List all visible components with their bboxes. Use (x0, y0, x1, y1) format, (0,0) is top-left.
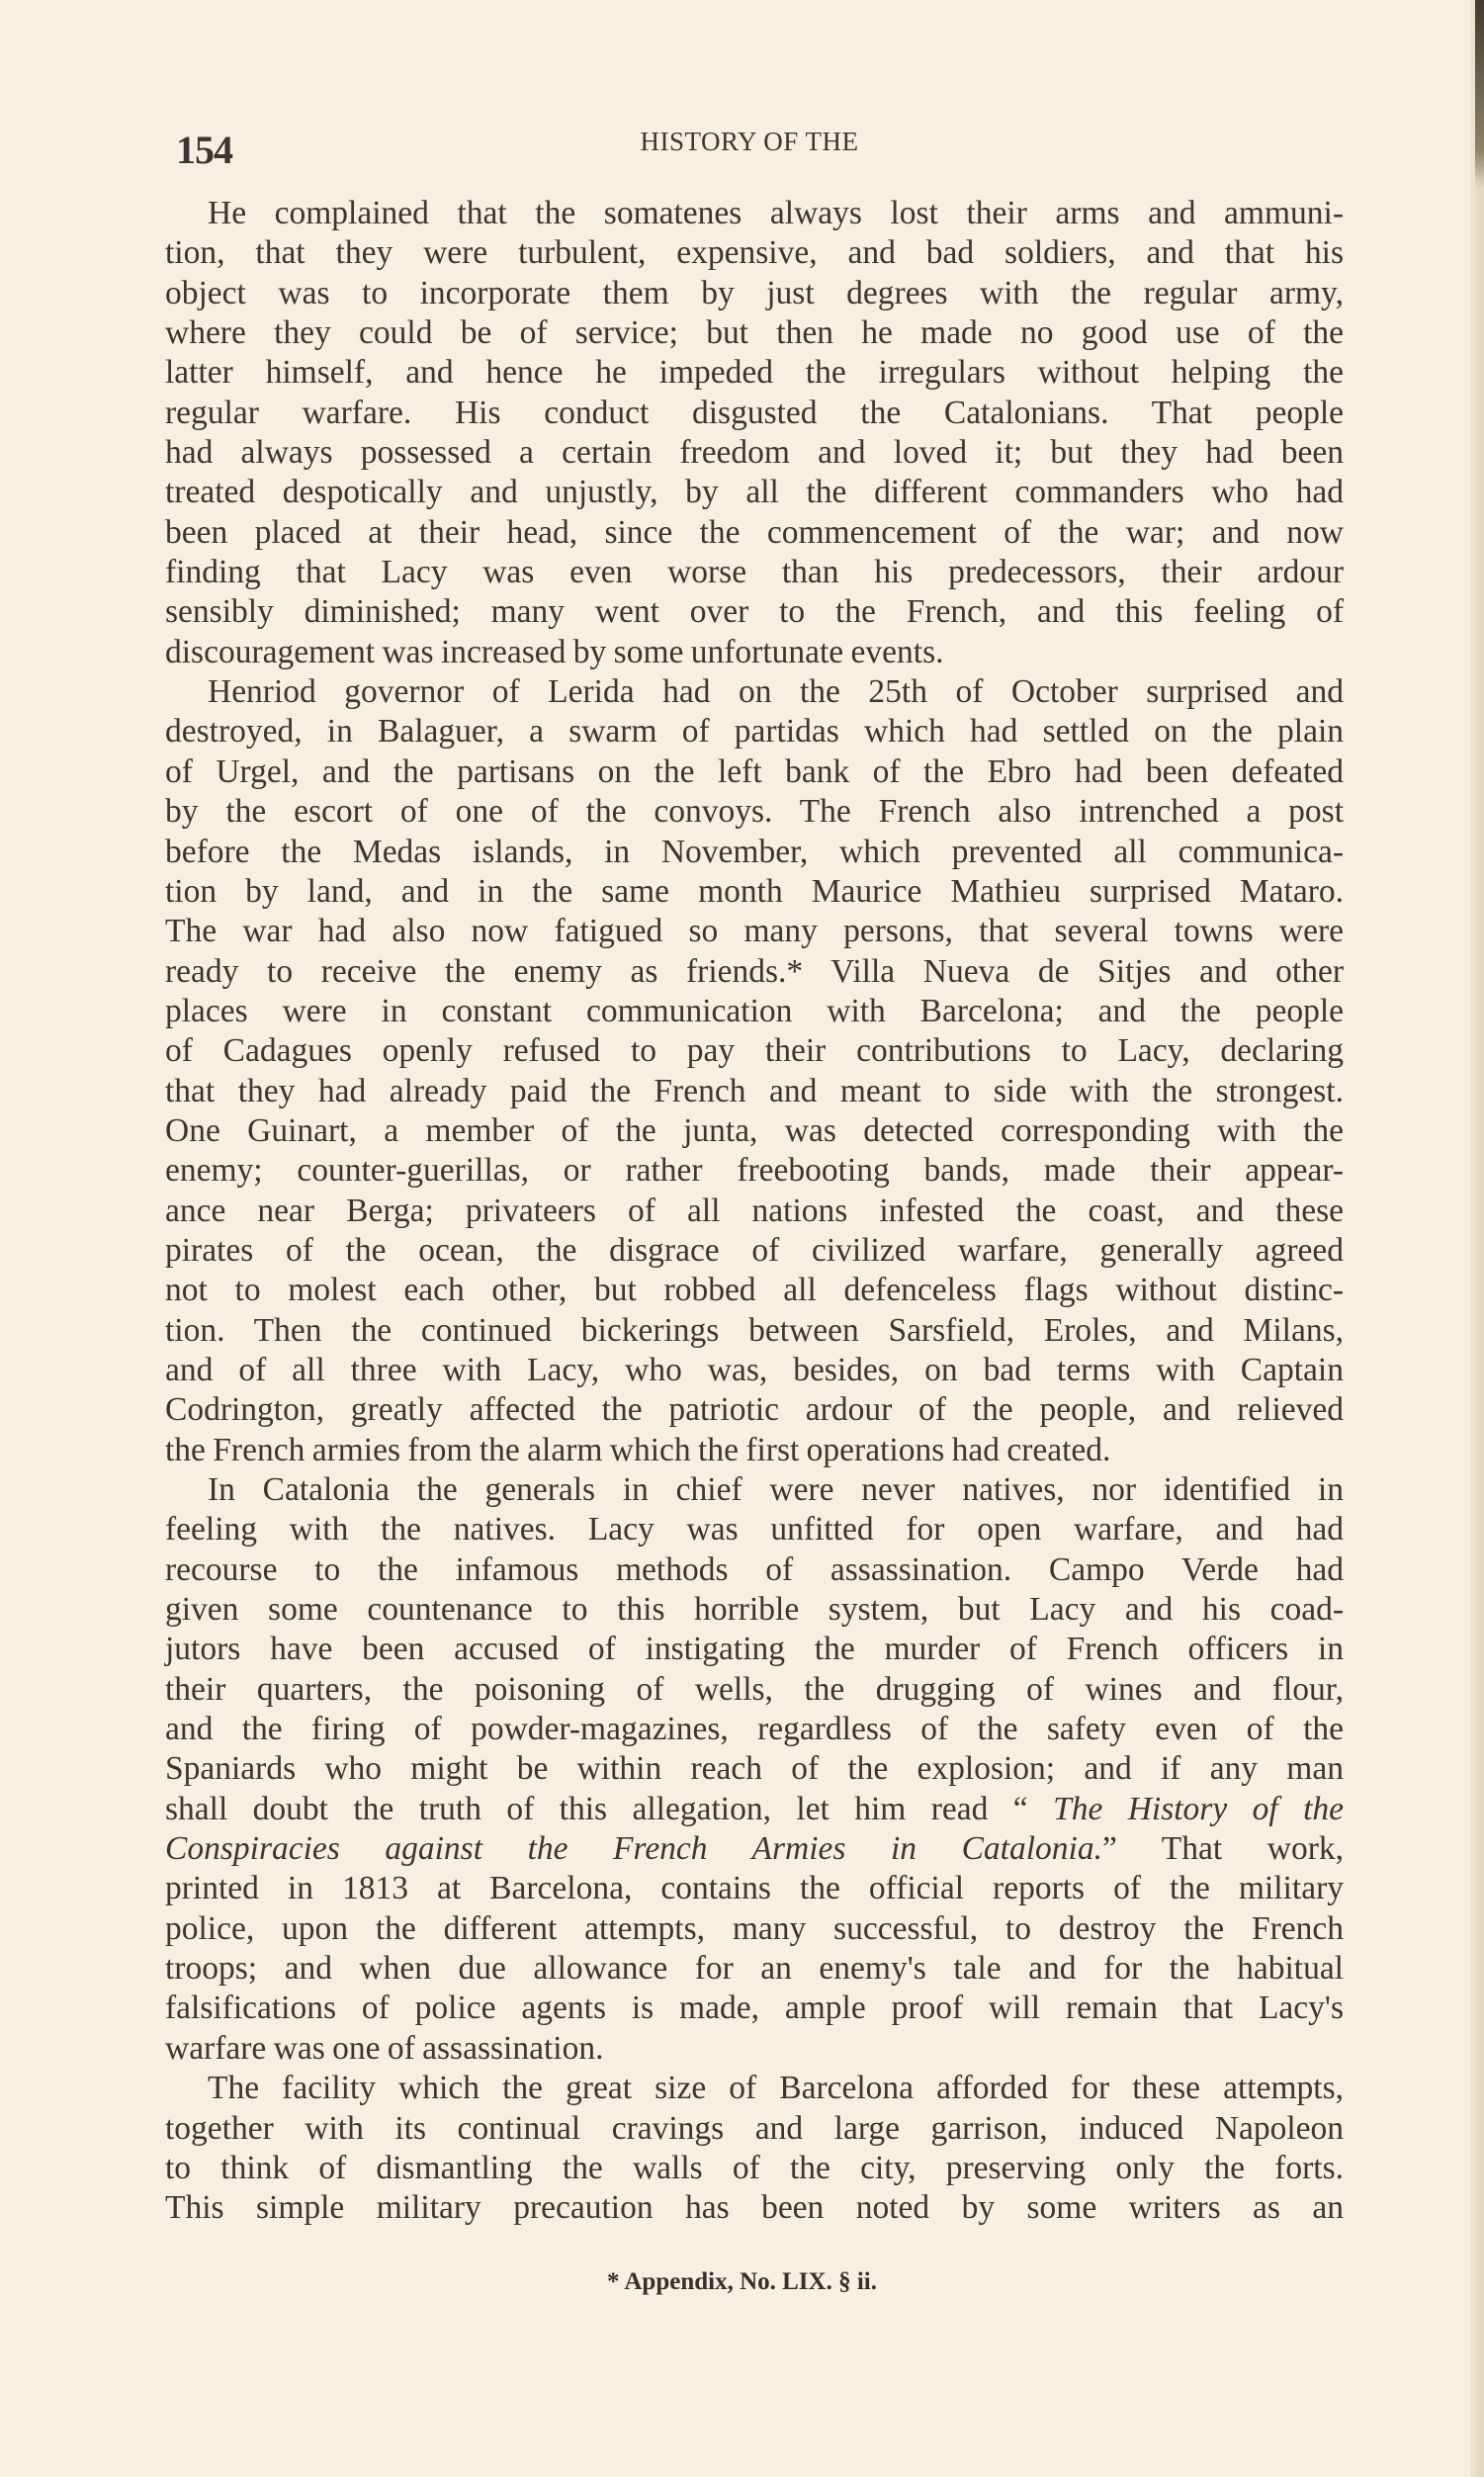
text-line: Codrington, greatly affected the patriotic ardour of the people, and relieved (165, 1391, 1344, 1429)
text-line: In Catalonia the generals in chief were never natives, nor identified in (208, 1471, 1344, 1508)
text-line: enemy; counter-guerillas, or rather freebooting bands, made their appear- (165, 1152, 1344, 1190)
paragraph (165, 1470, 1344, 2069)
page-number: 154 (176, 128, 232, 172)
text-line: by the escort of one of the convoys. The French also intrenched a post (165, 793, 1344, 831)
text-line: The war had also now fatigued so many persons, that several towns were (165, 913, 1344, 950)
text-line: destroyed, in Balaguer, a swarm of partidas which had settled on the plain (165, 713, 1344, 751)
text-line: ready to receive the enemy as friends.* Villa Nueva de Sitjes and other (165, 952, 1344, 990)
text-line: feeling with the natives. Lacy was unfitted for open warfare, and had (165, 1511, 1344, 1548)
text-segment: ” That work, (1101, 1830, 1344, 1868)
running-head: HISTORY OF THE (640, 127, 859, 156)
text-line: of Urgel, and the partisans on the left bank of the Ebro had been defeated (165, 752, 1344, 790)
text-line: together with its continual cravings and large garrison, induced Napoleon (165, 2109, 1344, 2147)
text-line: printed in 1813 at Barcelona, contains the official reports of the military (165, 1870, 1344, 1907)
page-edge (1470, 0, 1484, 2477)
text-line: tion. Then the continued bickerings between Sarsfield, Eroles, and Milans, (165, 1311, 1344, 1349)
text-line: tion, that they were turbulent, expensive, and bad soldiers, and that his (165, 234, 1344, 272)
italic-title-text: Conspiracies against the French Armies in Catalonia. (165, 1830, 1102, 1868)
text-line: that they had already paid the French and meant to side with the strongest. (165, 1072, 1344, 1109)
text-line: police, upon the different attempts, many successful, to destroy the French (165, 1909, 1344, 1947)
text-line: and the firing of powder-magazines, regardless of the safety even of the (165, 1711, 1344, 1748)
footnote: * Appendix, No. LIX. § ii. (607, 2268, 877, 2295)
text-line: of Cadagues openly refused to pay their contributions to Lacy, declaring (165, 1032, 1344, 1070)
text-line: finding that Lacy was even worse than his predecessors, their ardour (165, 554, 1344, 591)
text-line: sensibly diminished; many went over to the French, and this feeling of (165, 593, 1344, 631)
text-line: their quarters, the poisoning of wells, the drugging of wines and flour, (165, 1670, 1344, 1708)
text-line: ance near Berga; privateers of all nations infested the coast, and these (165, 1192, 1344, 1229)
text-line: where they could be of service; but then he made no good use of the (165, 314, 1344, 352)
text-line: the French armies from the alarm which the first operations had created. (165, 1431, 1111, 1468)
text-line: had always possessed a certain freedom and loved it; but they had been (165, 434, 1344, 472)
text-line: jutors have been accused of instigating the murder of French officers in (165, 1631, 1344, 1668)
text-line: He complained that the somatenes always lost their arms and ammuni- (208, 195, 1344, 231)
text-line: latter himself, and hence he impeded the irregulars without helping the (165, 354, 1344, 392)
page-edge-shadow (1475, 0, 1484, 188)
text-line: to think of dismantling the walls of the city, preserving only the forts. (165, 2149, 1344, 2186)
text-line: not to molest each other, but robbed all defenceless flags without distinc- (165, 1272, 1344, 1309)
text-line: tion by land, and in the same month Maurice Mathieu surprised Mataro. (165, 872, 1344, 910)
text-line: pirates of the ocean, the disgrace of civilized warfare, generally agreed (165, 1231, 1344, 1269)
text-line (165, 1790, 1344, 1829)
text-line: and of all three with Lacy, who was, besides, on bad terms with Captain (165, 1351, 1344, 1388)
paragraph (165, 672, 1344, 1470)
paragraph (165, 194, 1344, 672)
text-line: Spaniards who might be within reach of the explosion; and if any man (165, 1750, 1344, 1788)
text-line: This simple military precaution has been noted by some writers as an (165, 2189, 1344, 2227)
text-line: warfare was one of assassination. (165, 2029, 604, 2067)
text-line: recourse to the infamous methods of assassination. Campo Verde had (165, 1550, 1344, 1588)
text-line: places were in constant communication with Barcelona; and the people (165, 992, 1344, 1029)
paragraph (165, 2069, 1344, 2228)
text-line: been placed at their head, since the commencement of the war; and now (165, 513, 1344, 551)
text-line (165, 1829, 1344, 1869)
text-line: object was to incorporate them by just degrees with the regular army, (165, 274, 1344, 311)
text-line: before the Medas islands, in November, which prevented all communica- (165, 833, 1344, 870)
text-line: regular warfare. His conduct disgusted the Catalonians. That people (165, 394, 1344, 431)
text-line: The facility which the great size of Barcelona afforded for these attempts, (208, 2070, 1344, 2107)
italic-title-text: The History of the (1053, 1790, 1344, 1827)
text-line: discouragement was increased by some unfortunate events. (165, 633, 944, 670)
text-segment: shall doubt the truth of this allegation, let him read “ (165, 1790, 1054, 1827)
body-text (165, 194, 1344, 2229)
text-line: One Guinart, a member of the junta, was detected corresponding with the (165, 1111, 1344, 1149)
text-line: treated despotically and unjustly, by all the different commanders who had (165, 474, 1344, 511)
text-line: falsifications of police agents is made, ample proof will remain that Lacy's (165, 1990, 1344, 2027)
text-line: troops; and when due allowance for an enemy's tale and for the habitual (165, 1950, 1344, 1988)
text-line: given some countenance to this horrible system, but Lacy and his coad- (165, 1591, 1344, 1629)
text-line: Henriod governor of Lerida had on the 25th of October surprised and (208, 673, 1344, 711)
